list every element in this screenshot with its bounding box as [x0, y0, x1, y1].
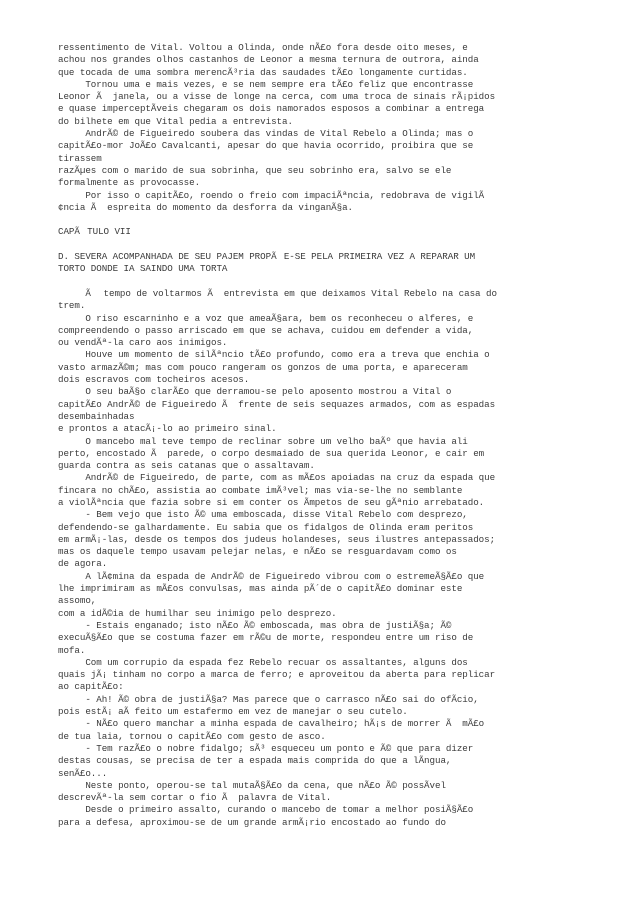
- text-line: mofa.: [58, 644, 86, 656]
- text-line: assomo,: [58, 595, 97, 607]
- text-line: e quase imperceptÃveis chegaram os dois namorados esposos a combinar a entrega: [58, 103, 485, 115]
- text-line: formalmente as provocasse.: [58, 177, 201, 189]
- text-line: perto, encostado Ã parede, o corpo desmaiado de sua querida Leonor, e cair em: [58, 447, 485, 459]
- text-line: razÃµes com o marido de sua sobrinha, que seu sobrinho era, salvo se ele: [58, 164, 452, 176]
- text-line: dois escravos com tocheiros acesos.: [58, 374, 250, 386]
- text-line: ao capitÃ£o:: [58, 681, 124, 693]
- text-line: O mancebo mal teve tempo de reclinar sobre um velho baÃº que havia ali: [58, 435, 468, 447]
- text-line: compreendendo o passo arriscado em que se achava, cuidou em defender a vida,: [58, 324, 474, 336]
- text-line: - Ah! Ã© obra de justiÃ§a? Mas parece que o carrasco nÃ£o sai do ofÃcio,: [58, 693, 479, 705]
- text-line: Leonor Ã janela, ou a visse de longe na cerca, com uma troca de sinais rÃ¡pidos: [58, 91, 496, 103]
- text-line: Por isso o capitÃ£o, roendo o freio com impaciÃªncia, redobrava de vigilÃ: [58, 189, 485, 201]
- text-line: TORTO DONDE IA SAINDO UMA TORTA: [58, 263, 228, 275]
- text-line: descrevÃª-la sem cortar o fio Ã palavra de Vital.: [58, 792, 332, 804]
- text-line: Com um corrupio da espada fez Rebelo recuar os assaltantes, alguns dos: [58, 656, 468, 668]
- text-line: quais jÃ¡ tinham no corpo a marca de ferro; e aproveitou da aberta para replicar: [58, 669, 496, 681]
- text-line: Desde o primeiro assalto, curando o mancebo de tomar a melhor posiÃ§Ã£o: [58, 804, 474, 816]
- text-line: para a defesa, aproximou-se de um grande armÃ¡rio encostado ao fundo do: [58, 816, 446, 828]
- text-line: D. SEVERA ACOMPANHADA DE SEU PAJEM PROPÃE-SE PELA PRIMEIRA VEZ A REPARAR UM: [58, 251, 476, 263]
- blank-line: [58, 276, 603, 288]
- text-line: O seu baÃ§o clarÃ£o que derramou-se pelo aposento mostrou a Vital o: [58, 386, 452, 398]
- text-line: AndrÃ© de Figueiredo, de parte, com as mÃ£os apoiadas na cruz da espada que: [58, 472, 496, 484]
- text-line: senÃ£o...: [58, 767, 108, 779]
- text-line: do bilhete em que Vital pedia a entrevista.: [58, 115, 293, 127]
- text-line: - Bem vejo que isto Ã© uma emboscada, disse Vital Rebelo com desprezo,: [58, 509, 468, 521]
- text-line: destas cousas, se precisa de ter a espada mais comprida do que a lÃngua,: [58, 755, 452, 767]
- text-line: trem.: [58, 300, 86, 312]
- text-line: lhe imprimiram as mÃ£os convulsas, mas ainda pÃ´de o capitÃ£o dominar este: [58, 583, 463, 595]
- text-line: ¢ncia Ã espreita do momento da desforra da vinganÃ§a.: [58, 201, 354, 213]
- text-line: com a idÃ©ia de humilhar seu inimigo pelo desprezo.: [58, 607, 337, 619]
- text-line: Houve um momento de silÃªncio tÃ£o profundo, como era a treva que enchia o: [58, 349, 490, 361]
- text-line: - Estais enganado; isto nÃ£o Ã© emboscada, mas obra de justiÃ§a; Ã©: [58, 619, 452, 631]
- text-line: ou vendÃª-la caro aos inimigos.: [58, 337, 228, 349]
- text-line: mas os daquele tempo usavam pelejar nelas, e nÃ£o se resguardavam como os: [58, 546, 457, 558]
- text-line: de agora.: [58, 558, 108, 570]
- text-line: A lÃ¢mina da espada de AndrÃ© de Figueiredo vibrou com o estremeÃ§Ã£o que: [58, 570, 485, 582]
- text-line: - NÃ£o quero manchar a minha espada de cavalheiro; hÃ¡s de morrer Ã mÃ£o: [58, 718, 485, 730]
- text-line: tirassem: [58, 152, 102, 164]
- text-line: O riso escarninho e a voz que ameaÃ§ara, bem os reconheceu o alferes, e: [58, 312, 474, 324]
- text-line: ressentimento de Vital. Voltou a Olinda, onde nÃ£o fora desde oito meses, e: [58, 42, 468, 53]
- text-line: Tornou uma e mais vezes, e se nem sempre era tÃ£o feliz que encontrasse: [58, 78, 474, 90]
- text-line: em armÃ¡-las, desde os tempos dos judeus holandeses, seus ilustres antepassados;: [58, 533, 496, 545]
- text-line: Neste ponto, operou-se tal mutaÃ§Ã£o da cena, que nÃ£o Ã© possÃvel: [58, 779, 446, 791]
- text-line: - Tem razÃ£o o nobre fidalgo; sÃ³ esqueceu um ponto e Ã© que para dizer: [58, 742, 474, 754]
- text-line: fincara no chÃ£o, assistia ao combate imÃ³vel; mas via-se-lhe no semblante: [58, 484, 463, 496]
- text-line: CAPÃTULO VII: [58, 226, 131, 238]
- text-line: achou nos grandes olhos castanhos de Leonor a mesma ternura de outrora, ainda: [58, 54, 479, 66]
- text-line: capitÃ£o-mor JoÃ£o Cavalcanti, apesar do que havia ocorrido, proibira que se: [58, 140, 474, 152]
- text-line: desembainhadas: [58, 410, 135, 422]
- text-line: Ã tempo de voltarmos Ã entrevista em que deixamos Vital Rebelo na casa do: [58, 287, 497, 299]
- text-line: defendendo-se galhardamente. Eu sabia que os fidalgos de Olinda eram peritos: [58, 521, 474, 533]
- blank-line: [58, 214, 603, 226]
- text-line: AndrÃ© de Figueiredo soubera das vindas de Vital Rebelo a Olinda; mas o: [58, 128, 474, 140]
- text-line: de tua laia, tornou o capitÃ£o com gesto de asco.: [58, 730, 326, 742]
- text-line: vasto armazÃ©m; mas com pouco rangeram os gonzos de uma porta, e apareceram: [58, 361, 468, 373]
- text-line: que tocada de uma sombra merencÃ³ria das saudades tÃ£o longamente curtidas.: [58, 66, 468, 78]
- document-body-text: [58, 42, 603, 829]
- text-line: a violÃªncia que fazia sobre si em conter os Ãmpetos de seu gÃªnio arrebatado.: [58, 496, 485, 508]
- text-line: capitÃ£o AndrÃ© de Figueiredo Ã frente de seis sequazes armados, com as espadas: [58, 398, 496, 410]
- text-line: pois estÃ¡ aÃ feito um estafermo em vez de manejar o seu cutelo.: [58, 706, 408, 718]
- blank-line: [58, 239, 603, 251]
- text-line: execuÃ§Ã£o que se costuma fazer em rÃ©u de morte, respondeu entre um riso de: [58, 632, 474, 644]
- text-line: e prontos a atacÃ¡-lo ao primeiro sinal.: [58, 423, 277, 435]
- text-line: guarda contra as seis catanas que o assaltavam.: [58, 460, 315, 472]
